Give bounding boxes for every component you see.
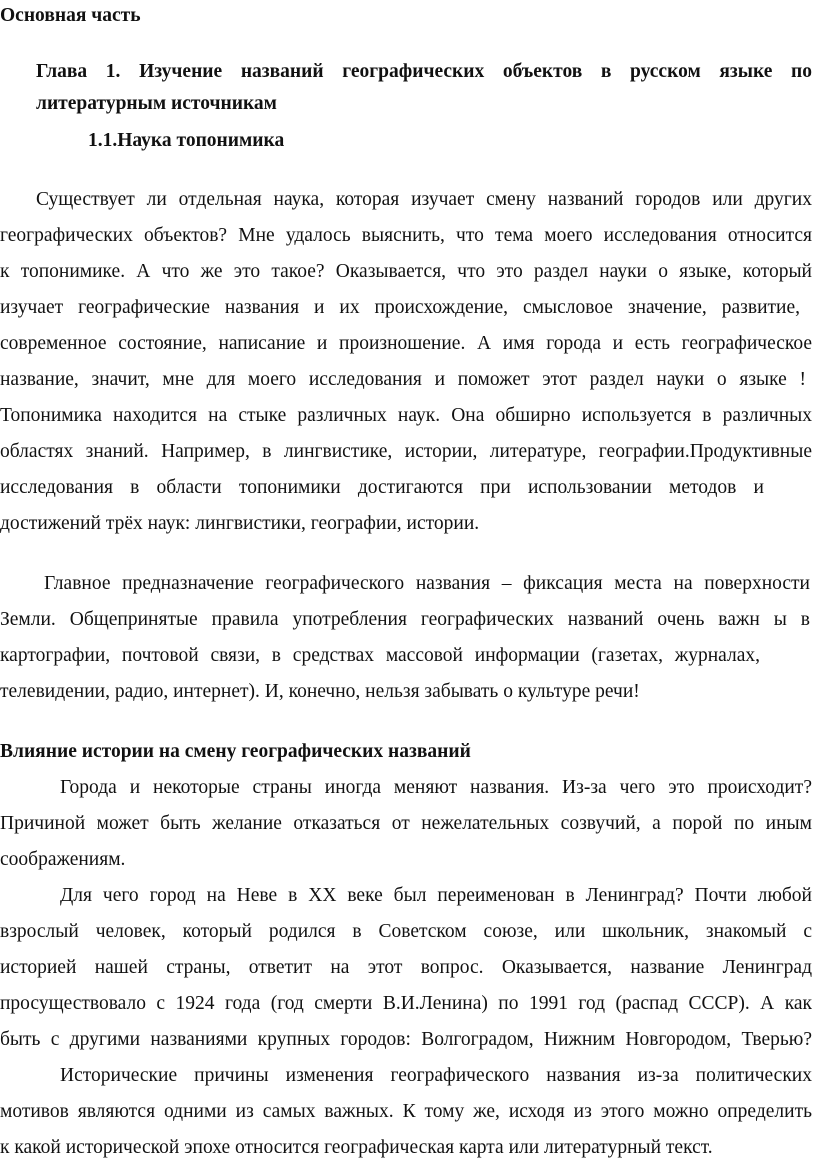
history-subheading: Влияние истории на смену географических названий [0,741,471,762]
paragraph-line: Города и некоторые страны иногда меняют названия. Из-за чего это происходит? [60,777,812,798]
paragraph-line: Причиной может быть желание отказаться от нежелательных созвучий, а порой по иным [0,813,812,834]
paragraph-line: Земли. Общепринятые правила употребления географических названий очень важн ы в [0,609,810,630]
paragraph-line: достижений трёх наук: лингвистики, географии, истории. [0,513,480,534]
paragraph-line: быть с другими названиями крупных городов: Волгоградом, Нижним Новгородом, Тверью? [0,1029,812,1050]
paragraph-line: историей нашей страны, ответит на этот вопрос. Оказывается, название Ленинград [0,957,812,978]
paragraph-line: телевидении, радио, интернет). И, конечно, нельзя забывать о культуре речи! [0,681,640,702]
paragraph-line: картографии, почтовой связи, в средствах массовой информации (газетах, журналах, [0,645,760,666]
paragraph-line: к какой исторической эпохе относится географическая карта или литературный текст. [0,1137,713,1158]
paragraph-line: название, значит, мне для моего исследования и поможет этот раздел науки о языке ! [0,369,806,390]
main-part-heading: Основная часть [0,5,141,26]
paragraph-line: мотивов являются одними из самых важных. К тому же, исходя из этого можно определить [0,1101,812,1122]
paragraph-line: Главное предназначение географического названия – фиксация места на поверхности [44,573,810,594]
paragraph-line: областях знаний. Например, в лингвистике, истории, литературе, географии.Продуктивные [0,441,812,462]
paragraph-line: современное состояние, написание и произношение. А имя города и есть географическое [0,333,812,354]
paragraph-line: Исторические причины изменения географического названия из-за политических [60,1065,812,1086]
paragraph-line: к топонимике. А что же это такое? Оказывается, что это раздел науки о языке, который [0,261,812,282]
paragraph-line: взрослый человек, который родился в Советском союзе, или школьник, знакомый с [0,921,812,942]
paragraph-line: изучает географические названия и их происхождение, смысловое значение, развитие, [0,297,800,318]
chapter-title-line-2: литературным источникам [36,93,277,114]
paragraph-line: географических объектов? Мне удалось выяснить, что тема моего исследования относится [0,225,812,246]
paragraph-line: просуществовало с 1924 года (год смерти В.И.Ленина) по 1991 год (распад СССР). А как [0,993,812,1014]
paragraph-line: соображениям. [0,849,126,870]
paragraph-line: Для чего город на Неве в XX веке был переименован в Ленинград? Почти любой [60,885,812,906]
paragraph-line: Топонимика находится на стыке различных наук. Она обширно используется в различных [0,405,812,426]
chapter-title-line-1: Глава 1. Изучение названий географических объектов в русском языке по [36,61,812,82]
paragraph-line: исследования в области топонимики достигаются при использовании методов и [0,477,764,498]
paragraph-line: Существует ли отдельная наука, которая изучает смену названий городов или других [36,189,812,210]
section-title: 1.1.Наука топонимика [88,130,285,151]
